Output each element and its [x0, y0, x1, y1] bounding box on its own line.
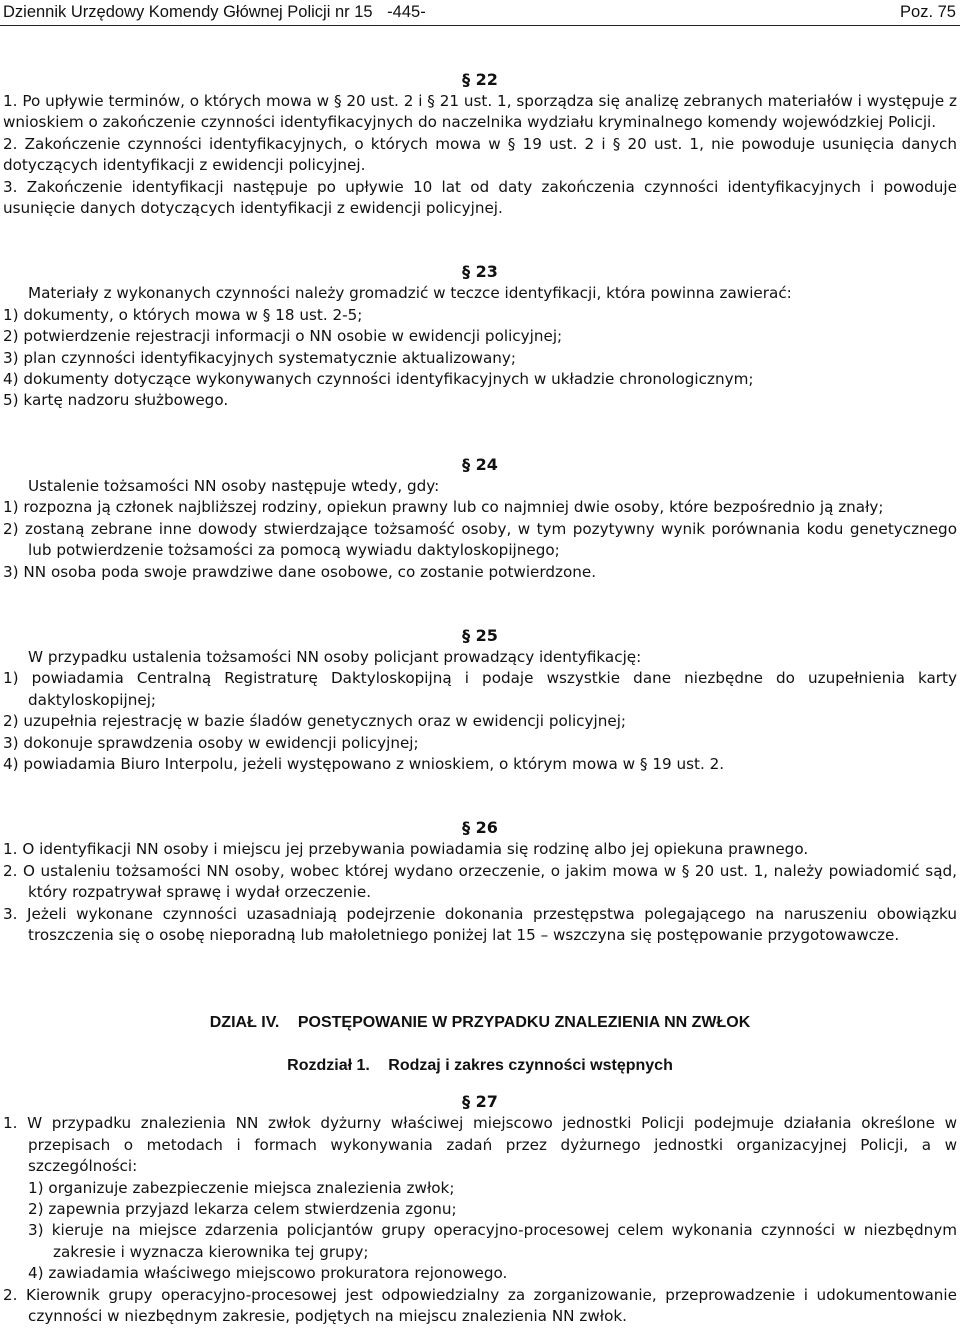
- division-title: POSTĘPOWANIE W PRZYPADKU ZNALEZIENIA NN ZWŁOK: [297, 1014, 751, 1032]
- s23-item-3: 3) plan czynności identyfikacyjnych systematycznie aktualizowany;: [3, 348, 516, 367]
- division-heading: [3, 1012, 957, 1034]
- s25-intro: W przypadku ustalenia tożsamości NN osoby policjant prowadzący identyfikację:: [28, 647, 642, 666]
- s25-item-3: 3) dokonuje sprawdzenia osoby w ewidencji policyjnej;: [3, 733, 419, 752]
- s22-item-3: 3. Zakończenie identyfikacji następuje po upływie 10 lat od daty zakończenia czynności identyfikacyjnych i powoduje usunięcie danych dotyczących identyfikacji z ewidencji policyjnej.: [3, 177, 957, 218]
- s27-item-2: 2. Kierownik grupy operacyjno-procesowej jest odpowiedzialny za zorganizowanie, przeprowadzenie i udokumentowanie czynności w niezbędnym zakresie, podjętych na miejscu znalezienia NN zwłok.: [3, 1285, 957, 1326]
- s23-item-2: 2) potwierdzenie rejestracji informacji o NN osobie w ewidencji policyjnej;: [3, 327, 563, 346]
- section-22-title: § 22: [462, 70, 498, 89]
- header-divider: [0, 25, 960, 26]
- journal-title: Dziennik Urzędowy Komendy Głównej Policji nr 15: [3, 2, 373, 21]
- s25-item-1: 1) powiadamia Centralną Registraturę Daktyloskopijną i podaje wszystkie dane niezbędne do uzupełnienia karty daktyloskopijnej;: [3, 669, 957, 709]
- s27-item-1: 1. W przypadku znalezienia NN zwłok dyżurny właściwej miejscowo jednostki Policji podejmuje działania określone w przepisach o metodach i formach wykonywania zadań przez dyżurnego jednostki organizacyjnej Policji, a w szczególności:: [3, 1114, 957, 1176]
- chapter-label: Rozdział 1.: [287, 1057, 370, 1075]
- s27-subitem-2: 2) zapewnia przyjazd lekarza celem stwierdzenia zgonu;: [28, 1200, 457, 1218]
- s25-item-4: 4) powiadamia Biuro Interpolu, jeżeli występowano z wnioskiem, o którym mowa w § 19 ust. 2.: [3, 754, 725, 773]
- section-23-title: § 23: [462, 262, 498, 282]
- chapter-heading: [3, 1055, 957, 1077]
- s23-intro: Materiały z wykonanych czynności należy gromadzić w teczce identyfikacji, która powinna zawierać:: [28, 284, 792, 303]
- s24-item-2: 2) zostaną zebrane inne dowody stwierdzające tożsamość osoby, w tym pozytywny wynik porównania kodu genetycznego lub potwierdzenie tożsamości za pomocą wywiadu daktyloskopijnego;: [3, 519, 957, 560]
- s27-subitem-4: 4) zawiadamia właściwego miejscowo prokuratora rejonowego.: [28, 1264, 508, 1283]
- chapter-title: Rodzaj i zakres czynności wstępnych: [388, 1057, 673, 1075]
- page-number: -445-: [387, 2, 426, 21]
- s26-item-1: 1. O identyfikacji NN osoby i miejscu jej przebywania powiadamia się rodzinę albo jej opiekuna prawnego.: [3, 840, 809, 859]
- s22-item-2: 2. Zakończenie czynności identyfikacyjnych, o których mowa w § 19 ust. 2 i § 20 ust. 1, nie powoduje usunięcia danych dotyczących identyfikacji z ewidencji policyjnej.: [3, 134, 957, 175]
- s23-item-5: 5) kartę nadzoru służbowego.: [3, 391, 229, 410]
- position-number: Poz. 75: [900, 2, 956, 21]
- s26-item-3: 3. Jeżeli wykonane czynności uzasadniają podejrzenie dokonania przestępstwa polegającego na naruszeniu obowiązku troszczenia się o osobę nieporadną lub małoletniego poniżej lat 15 – wszczyna się postępowanie przygotowawcze.: [3, 904, 957, 944]
- s26-item-2: 2. O ustaleniu tożsamości NN osoby, wobec której wydano orzeczenie, o jakim mowa w § 20 ust. 1, należy powiadomić sąd, który rozpatrywał sprawę i wydał orzeczenie.: [3, 861, 957, 902]
- header-left: [3, 3, 436, 22]
- section-26-title: § 26: [462, 818, 498, 838]
- division-label: DZIAŁ IV.: [209, 1014, 280, 1032]
- s25-item-2: 2) uzupełnia rejestrację w bazie śladów genetycznych oraz w ewidencji policyjnej;: [3, 712, 627, 731]
- s27-subitem-1: 1) organizuje zabezpieczenie miejsca znalezienia zwłok;: [28, 1178, 455, 1197]
- section-27-title: § 27: [462, 1092, 498, 1112]
- document-body: [3, 69, 957, 1327]
- s23-item-4: 4) dokumenty dotyczące wykonywanych czynności identyfikacyjnych w układzie chronologicznym;: [3, 370, 754, 389]
- s22-item-1: 1. Po upływie terminów, o których mowa w § 20 ust. 2 i § 21 ust. 1, sporządza się analizę zebranych materiałów i występuje z wnioskiem o zakończenie czynności identyfikacyjnych do naczelnika wydziału kryminalnego komendy wojewódzkiej Policji.: [3, 92, 957, 132]
- page-header: [3, 0, 956, 24]
- section-24-title: § 24: [462, 454, 498, 474]
- section-25-title: § 25: [462, 625, 498, 645]
- s24-intro: Ustalenie tożsamości NN osoby następuje wtedy, gdy:: [28, 476, 440, 495]
- s23-item-1: 1) dokumenty, o których mowa w § 18 ust. 2-5;: [3, 305, 363, 324]
- s24-item-3: 3) NN osoba poda swoje prawdziwe dane osobowe, co zostanie potwierdzone.: [3, 562, 597, 581]
- s24-item-1: 1) rozpozna ją członek najbliższej rodziny, opiekun prawny lub co najmniej dwie osoby, które bezpośrednio ją znały;: [3, 498, 884, 517]
- s27-subitem-3: 3) kieruje na miejsce zdarzenia policjantów grupy operacyjno-procesowej celem wykonania czynności w niezbędnym zakresie i wyznacza kierownika tej grupy;: [28, 1221, 957, 1261]
